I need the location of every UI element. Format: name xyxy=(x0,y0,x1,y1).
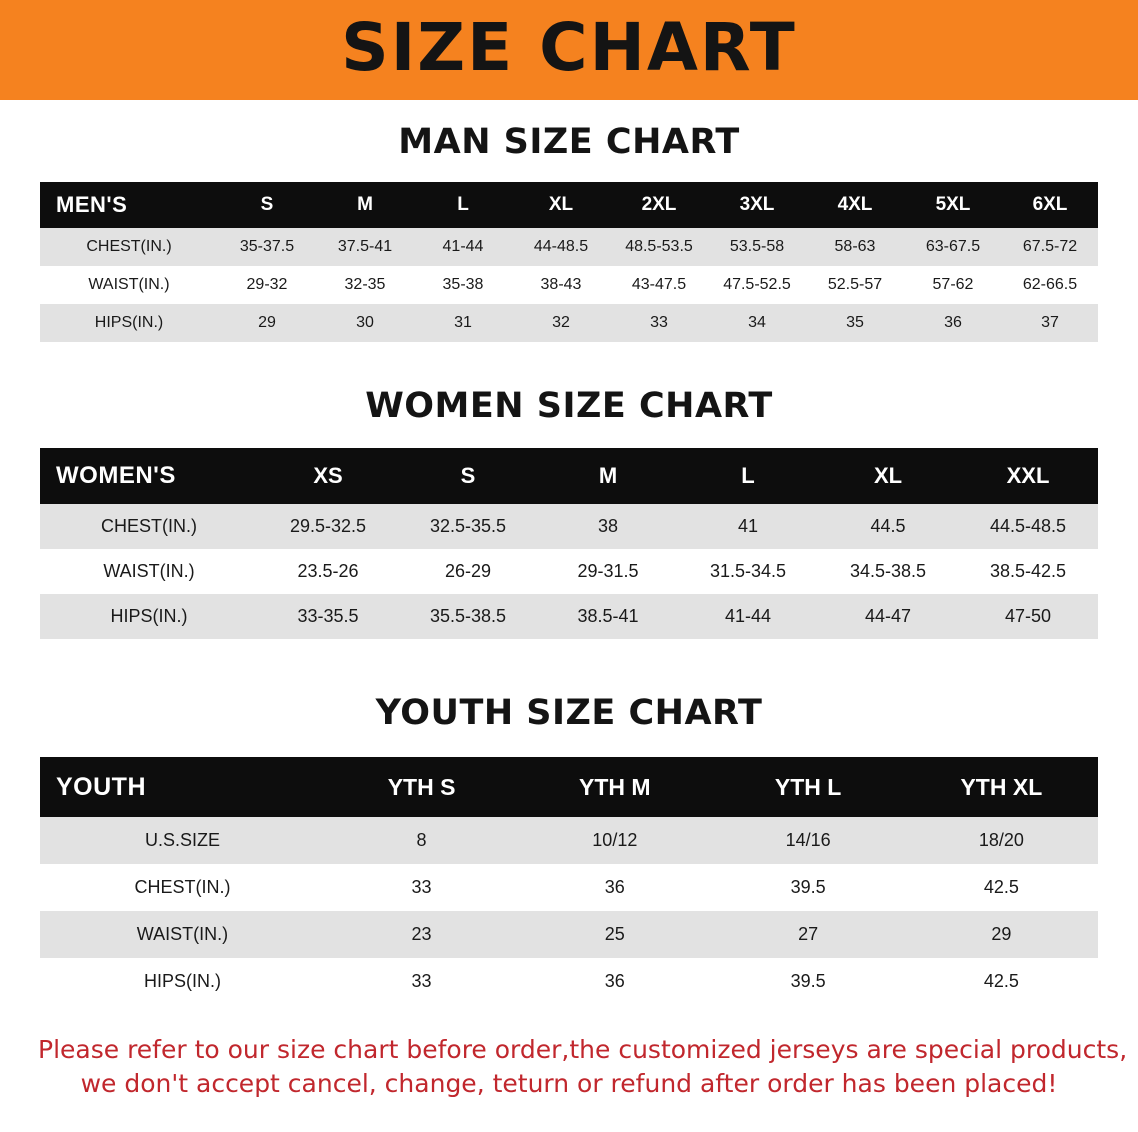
table-cell: 44.5-48.5 xyxy=(958,504,1098,549)
table-header-cell: XL xyxy=(512,182,610,228)
table-cell: 31 xyxy=(414,304,512,342)
table-cell: 41 xyxy=(678,504,818,549)
table-header-row xyxy=(40,182,1098,228)
table-cell: 33 xyxy=(610,304,708,342)
row-label: CHEST(IN.) xyxy=(40,228,218,266)
table-row xyxy=(40,864,1098,911)
table-cell: 44-47 xyxy=(818,594,958,639)
table-cell: 29-31.5 xyxy=(538,549,678,594)
row-label: HIPS(IN.) xyxy=(40,958,325,1005)
table-cell: 29 xyxy=(905,911,1098,958)
row-label: HIPS(IN.) xyxy=(40,594,258,639)
table-cell: 47-50 xyxy=(958,594,1098,639)
order-policy-note xyxy=(38,1033,1128,1101)
order-policy-note-line2: we don't accept cancel, change, teturn or refund after order has been placed! xyxy=(80,1068,1058,1098)
table-header-cell: M xyxy=(538,448,678,504)
table-cell: 52.5-57 xyxy=(806,266,904,304)
page-title: SIZE CHART xyxy=(341,9,797,86)
row-label: WAIST(IN.) xyxy=(40,549,258,594)
women-size-table xyxy=(40,448,1098,639)
table-cell: 37.5-41 xyxy=(316,228,414,266)
table-cell: 23.5-26 xyxy=(258,549,398,594)
table-cell: 41-44 xyxy=(678,594,818,639)
table-cell: 35 xyxy=(806,304,904,342)
youth-table-wrap xyxy=(40,757,1098,1005)
table-cell: 29-32 xyxy=(218,266,316,304)
table-header-cell: XS xyxy=(258,448,398,504)
table-header-cell: MEN'S xyxy=(40,182,218,228)
table-cell: 34.5-38.5 xyxy=(818,549,958,594)
table-header-cell: L xyxy=(678,448,818,504)
man-size-table xyxy=(40,182,1098,342)
table-row xyxy=(40,266,1098,304)
table-cell: 27 xyxy=(711,911,904,958)
table-header-cell: XL xyxy=(818,448,958,504)
table-cell: 36 xyxy=(518,958,711,1005)
table-row xyxy=(40,504,1098,549)
table-cell: 10/12 xyxy=(518,817,711,864)
table-cell: 53.5-58 xyxy=(708,228,806,266)
row-label: U.S.SIZE xyxy=(40,817,325,864)
table-cell: 58-63 xyxy=(806,228,904,266)
table-cell: 36 xyxy=(518,864,711,911)
table-cell: 31.5-34.5 xyxy=(678,549,818,594)
row-label: HIPS(IN.) xyxy=(40,304,218,342)
table-header-row xyxy=(40,757,1098,817)
table-cell: 44.5 xyxy=(818,504,958,549)
page-banner xyxy=(0,0,1138,100)
table-cell: 62-66.5 xyxy=(1002,266,1098,304)
table-cell: 29 xyxy=(218,304,316,342)
table-header-cell: XXL xyxy=(958,448,1098,504)
table-cell: 38.5-41 xyxy=(538,594,678,639)
table-cell: 37 xyxy=(1002,304,1098,342)
table-cell: 35.5-38.5 xyxy=(398,594,538,639)
table-cell: 39.5 xyxy=(711,864,904,911)
table-row xyxy=(40,594,1098,639)
table-row xyxy=(40,304,1098,342)
table-cell: 38.5-42.5 xyxy=(958,549,1098,594)
table-cell: 14/16 xyxy=(711,817,904,864)
table-cell: 42.5 xyxy=(905,864,1098,911)
table-cell: 32 xyxy=(512,304,610,342)
table-header-cell: 3XL xyxy=(708,182,806,228)
table-cell: 47.5-52.5 xyxy=(708,266,806,304)
table-cell: 23 xyxy=(325,911,518,958)
table-header-cell: S xyxy=(218,182,316,228)
man-table-wrap xyxy=(40,182,1098,342)
table-cell: 38-43 xyxy=(512,266,610,304)
table-header-cell: S xyxy=(398,448,538,504)
man-section-heading: MAN SIZE CHART xyxy=(398,122,740,162)
table-cell: 36 xyxy=(904,304,1002,342)
table-cell: 42.5 xyxy=(905,958,1098,1005)
table-header-cell: 5XL xyxy=(904,182,1002,228)
table-cell: 33 xyxy=(325,958,518,1005)
table-cell: 30 xyxy=(316,304,414,342)
table-header-cell: M xyxy=(316,182,414,228)
table-cell: 39.5 xyxy=(711,958,904,1005)
table-cell: 33-35.5 xyxy=(258,594,398,639)
table-cell: 41-44 xyxy=(414,228,512,266)
table-cell: 35-38 xyxy=(414,266,512,304)
row-label: WAIST(IN.) xyxy=(40,911,325,958)
table-cell: 32-35 xyxy=(316,266,414,304)
women-section-heading: WOMEN SIZE CHART xyxy=(365,386,773,426)
table-header-cell: 6XL xyxy=(1002,182,1098,228)
table-cell: 57-62 xyxy=(904,266,1002,304)
table-cell: 34 xyxy=(708,304,806,342)
table-cell: 33 xyxy=(325,864,518,911)
table-cell: 48.5-53.5 xyxy=(610,228,708,266)
table-row xyxy=(40,228,1098,266)
table-row xyxy=(40,911,1098,958)
table-header-cell: YTH XL xyxy=(905,757,1098,817)
table-row xyxy=(40,958,1098,1005)
table-cell: 35-37.5 xyxy=(218,228,316,266)
table-header-cell: YTH S xyxy=(325,757,518,817)
table-cell: 8 xyxy=(325,817,518,864)
table-row xyxy=(40,549,1098,594)
table-cell: 44-48.5 xyxy=(512,228,610,266)
table-cell: 29.5-32.5 xyxy=(258,504,398,549)
table-header-cell: WOMEN'S xyxy=(40,448,258,504)
table-header-cell: YTH M xyxy=(518,757,711,817)
table-cell: 63-67.5 xyxy=(904,228,1002,266)
table-header-cell: YOUTH xyxy=(40,757,325,817)
youth-section-heading: YOUTH SIZE CHART xyxy=(375,693,763,733)
table-header-cell: 2XL xyxy=(610,182,708,228)
table-header-cell: L xyxy=(414,182,512,228)
table-header-cell: 4XL xyxy=(806,182,904,228)
row-label: CHEST(IN.) xyxy=(40,864,325,911)
table-cell: 32.5-35.5 xyxy=(398,504,538,549)
table-cell: 67.5-72 xyxy=(1002,228,1098,266)
table-cell: 25 xyxy=(518,911,711,958)
table-header-cell: YTH L xyxy=(711,757,904,817)
order-policy-note-line1: Please refer to our size chart before order,the customized jerseys are special products, xyxy=(38,1035,1128,1064)
row-label: WAIST(IN.) xyxy=(40,266,218,304)
table-cell: 43-47.5 xyxy=(610,266,708,304)
table-cell: 18/20 xyxy=(905,817,1098,864)
women-table-wrap xyxy=(40,448,1098,639)
youth-size-table xyxy=(40,757,1098,1005)
table-cell: 38 xyxy=(538,504,678,549)
row-label: CHEST(IN.) xyxy=(40,504,258,549)
table-row xyxy=(40,817,1098,864)
table-cell: 26-29 xyxy=(398,549,538,594)
table-header-row xyxy=(40,448,1098,504)
